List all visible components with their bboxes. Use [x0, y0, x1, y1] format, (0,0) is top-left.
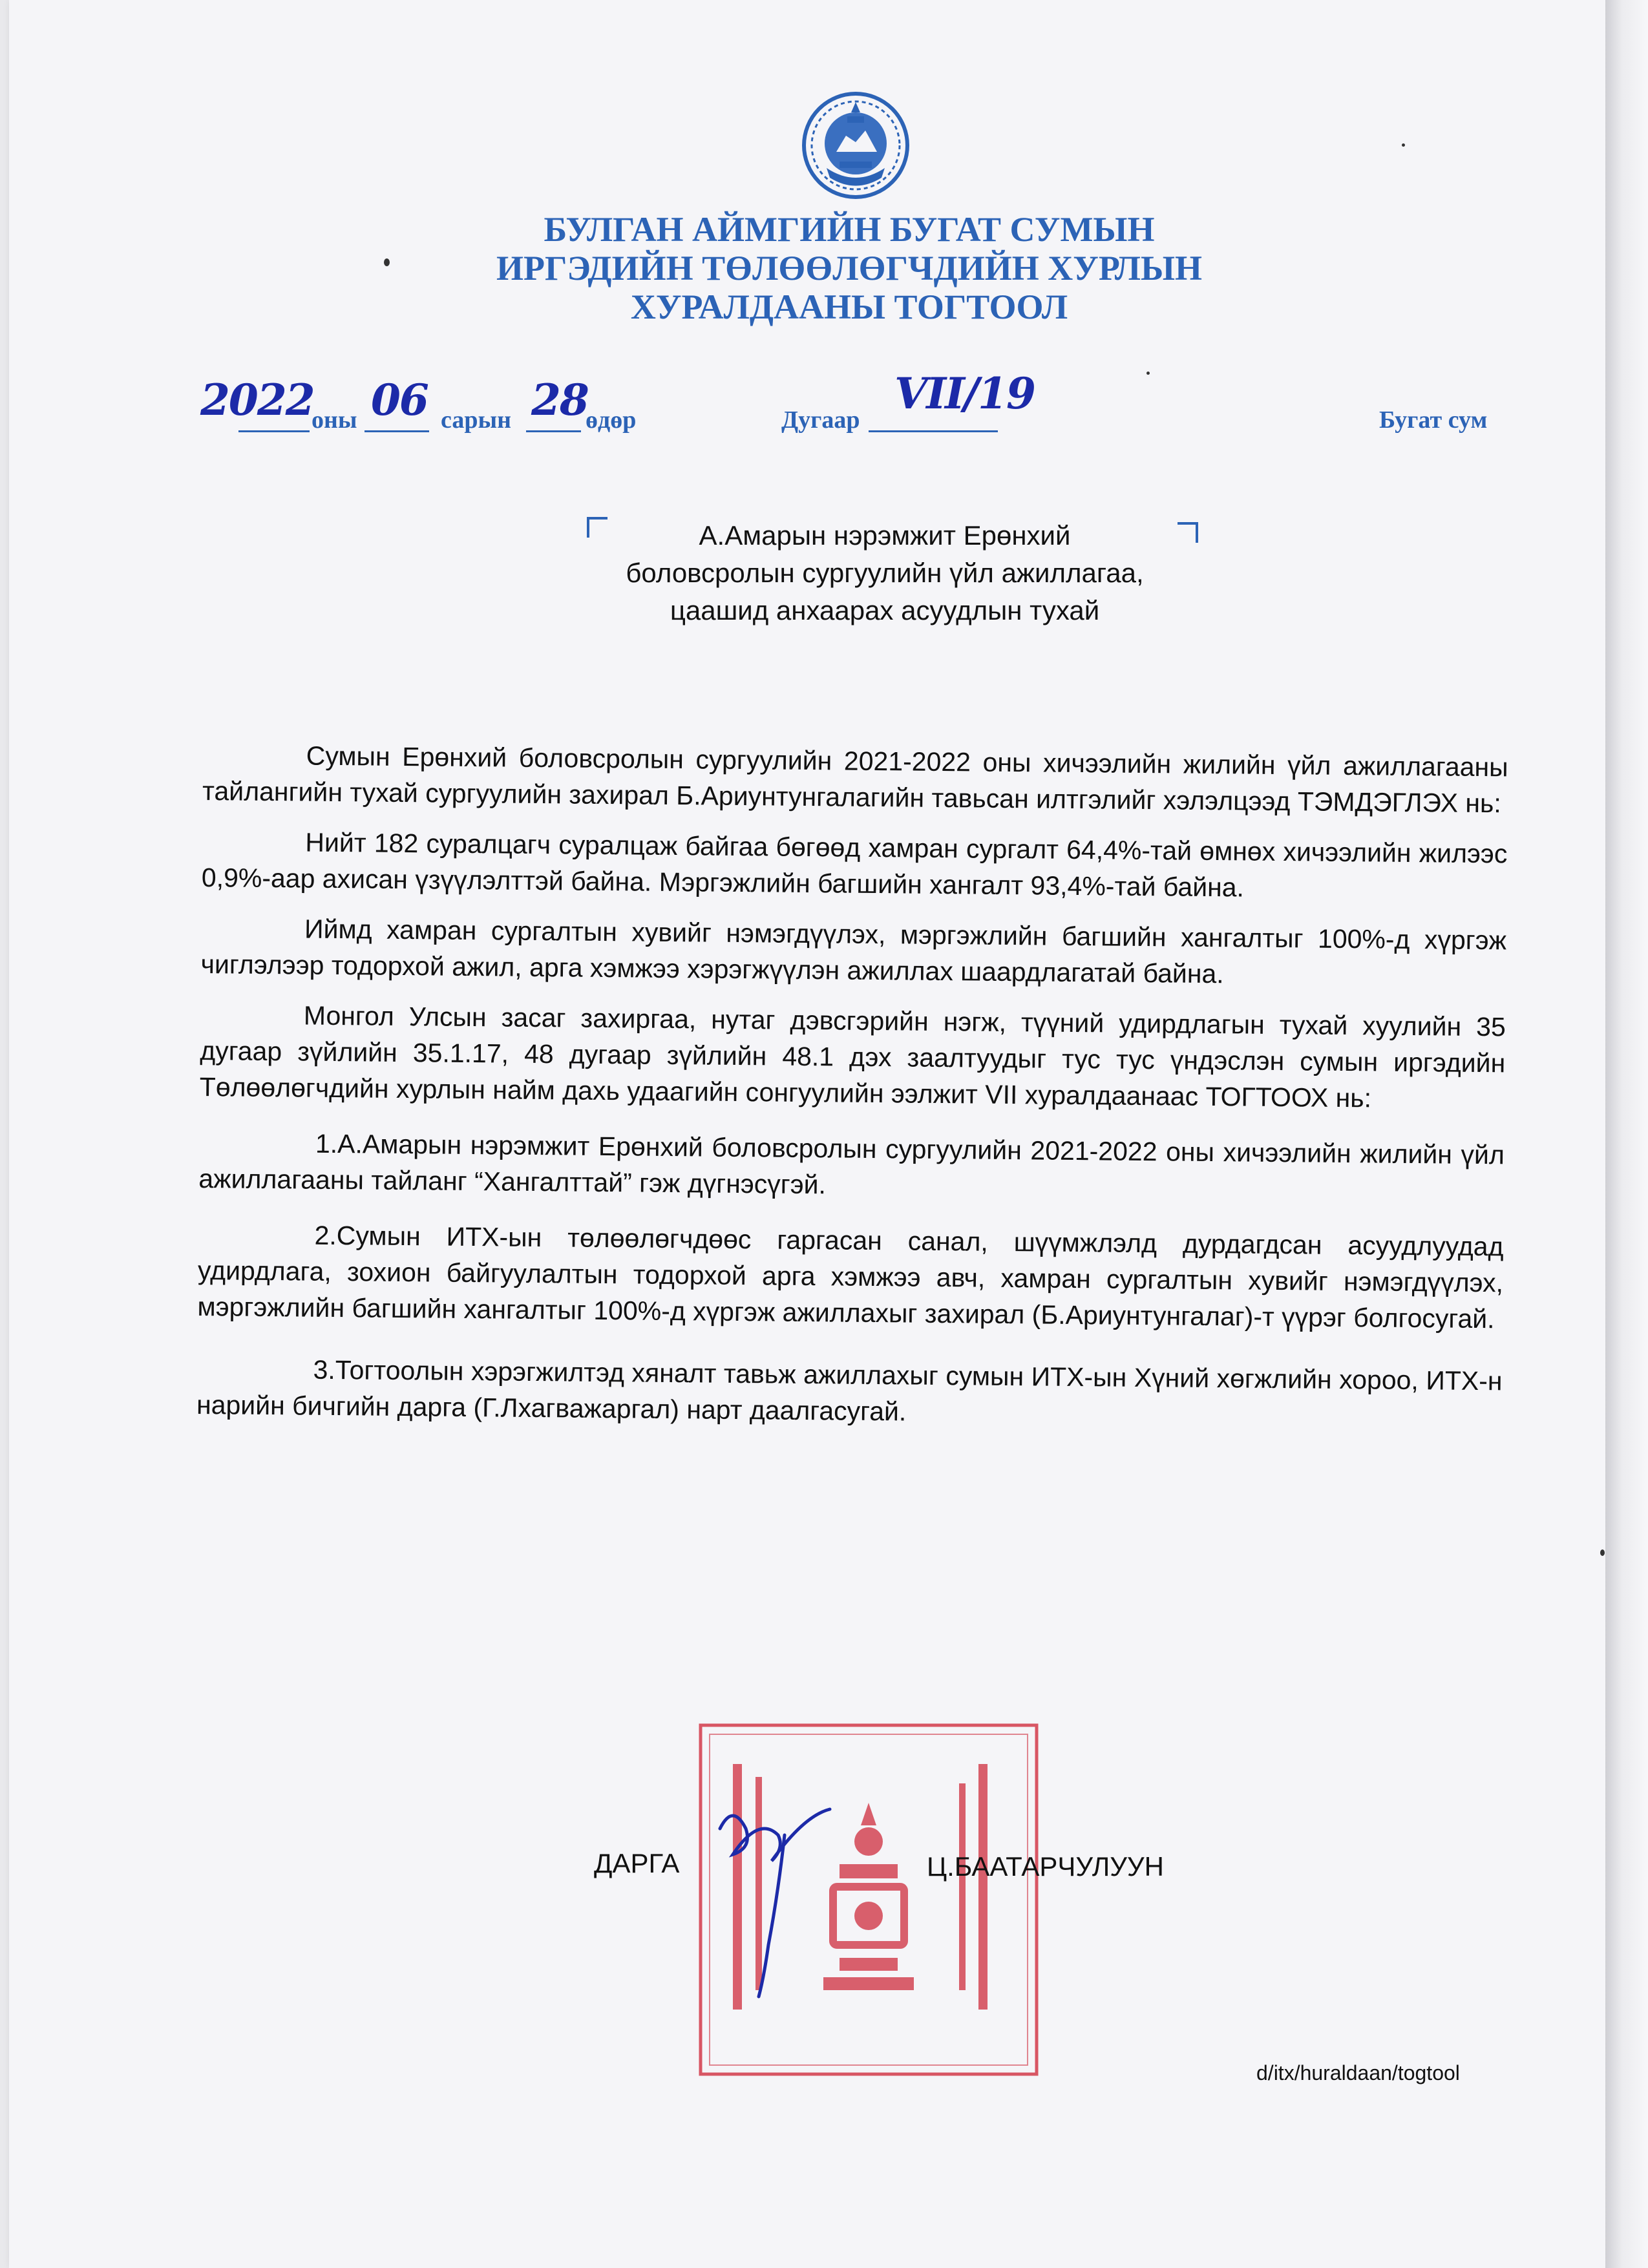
scan-speck [1600, 1549, 1605, 1556]
document-body [196, 737, 1508, 1454]
paragraph-statistics: Нийт 182 суралцагч суралцаж байгаа бөгөөд хамран сургалт 64,4%-тай өмнөх хичээлийн жилээс 0,9%-аар ахисан үзүүлэлттэй байна. Мэргэжлийн багшийн хангалт 93,4%-тай байна. [201, 827, 1508, 903]
resolution-item-3: 3.Тогтоолын хэрэгжилтэд хяналт тавьж ажиллахыг сумын ИТХ-ын Хүний хөгжлийн хороо, ИТХ-н нарийн бичгийн дарга (Г.Лхагважаргал) нарт даалгасугай. [196, 1354, 1503, 1427]
resolution-item-1: 1.А.Амарын нэрэмжит Ерөнхий боловсролын сургуулийн 2021-2022 оны хичээлийн жилийн үйл ажиллагааны тайланг “Хангалттай” гэж дүгнэсүгэй. [198, 1128, 1505, 1200]
paragraph-legal-basis: Монгол Улсын засаг захиргаа, нутаг дэвсгэрийн нэгж, түүний удирдлагын тухай хуулийн 35 дугаар зүйлийн 35.1.17, 48 дугаар зүйлийн 48.1 дэх заалтуудыг тус тус үндэслэн сумын иргэдийн Төлөөлөгчдийн хурлын найм дахь удаагийн сонгуулийн ээлжит VII хуралдаанаас ТОГТООХ нь: [199, 1000, 1506, 1113]
paragraph-notes: Сумын Ерөнхий боловсролын сургуулийн 2021-2022 оны хичээлийн жилийн үйл ажиллагааны тайлангийн тухай сургуулийн захирал Б.Ариунтунгалагийн тавьсан илтгэлийг хэлэлцээд ТЭМДЭГЛЭХ нь: [202, 740, 1508, 819]
document-reference: d/itx/huraldaan/togtool [1256, 2061, 1460, 2084]
day-blank-line [526, 430, 581, 432]
scanner-edge [1605, 0, 1648, 2268]
day-label: өдөр [586, 406, 637, 434]
handwritten-signature [707, 1790, 849, 2010]
number-label: Дугаар [781, 406, 860, 434]
year-blank-line [238, 430, 310, 432]
document-header [332, 210, 1366, 326]
subject-line-1: А.Амарын нэрэмжит Ерөнхий [699, 520, 1071, 551]
document-sheet [9, 0, 1605, 2268]
handwritten-number: VII/19 [894, 368, 1035, 419]
signatory-title: ДАРГА [594, 1848, 680, 1878]
header-line-2: ИРГЭДИЙН ТӨЛӨӨЛӨГЧДИЙН ХУРЛЫН [496, 249, 1203, 288]
month-blank-line [364, 430, 429, 432]
state-emblem-icon [801, 90, 911, 200]
scan-speck [1146, 372, 1150, 375]
scan-speck [384, 258, 390, 266]
scan-speck [1402, 143, 1405, 147]
handwritten-year: 2022 [200, 375, 314, 425]
subject-block [558, 517, 1211, 629]
place-label: Бугат сум [1379, 406, 1488, 434]
signatory-name: Ц.БААТАРЧУЛУУН [927, 1851, 1164, 1882]
number-blank-line [869, 430, 998, 432]
subject-line-3: цаашид анхаарах асуудлын тухай [670, 595, 1100, 625]
header-line-1: БУЛГАН АЙМГИЙН БУГАТ СУМЫН [544, 210, 1155, 249]
handwritten-month: 06 [371, 375, 428, 425]
subject-line-2: боловсролын сургуулийн үйл ажиллагаа, [626, 558, 1144, 588]
resolution-item-2: 2.Сумын ИТХ-ын төлөөлөгчдөөс гаргасан санал, шүүмжлэлд дурдагдсан асуудлуудад удирдлага, зохион байгуулалтын тодорхой арга хэмжээ авч, хамран сургалтын хувийг нэмэгдүүлэх, мэргэжлийн багшийн хангалтыг 100%-д хүргэж ажиллахыг захирал (Б.Ариунтунгалаг)-т үүрэг болгосугай. [197, 1220, 1504, 1334]
month-label: сарын [441, 406, 512, 434]
header-line-3: ХУРАЛДААНЫ ТОГТООЛ [630, 288, 1068, 326]
paragraph-requirement: Иймд хамран сургалтын хувийг нэмэгдүүлэх, мэргэжлийн багшийн хангалтыг 100%-д хүргэж чиглэлээр тодорхой ажил, арга хэмжээ хэрэгжүүлэн ажиллах шаардлагатай байна. [200, 914, 1507, 989]
year-label: оны [312, 406, 357, 434]
handwritten-day: 28 [531, 375, 588, 425]
date-number-line [9, 368, 1605, 446]
